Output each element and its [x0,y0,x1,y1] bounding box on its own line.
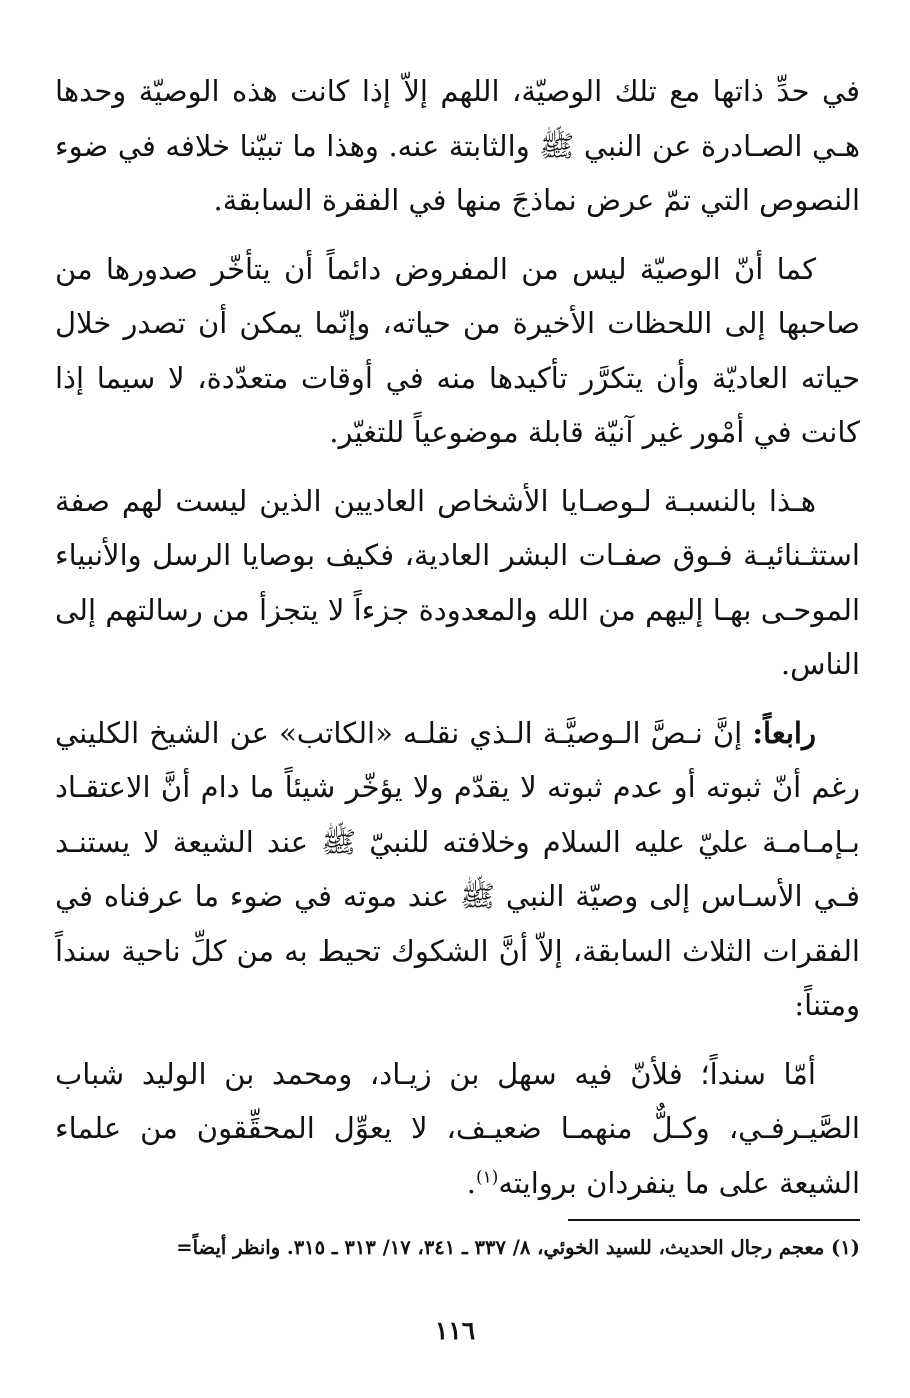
section-lead-fourth: رابعاً: [752,715,816,750]
paragraph-4 [55,706,860,1033]
paragraph-3: هـذا بالنسبـة لـوصـايا الأشخاص العاديين الذين ليست لهم صفة استثـنائيـة فـوق صفـات البشر العادية، فكيف بوصايا الرسل والأنبياء الموحـى بهـا إليهم من الله والمعدودة جزءاً لا يتجزأ من رسالتهم إلى الناس. [55,483,860,681]
paragraph-2: كما أنّ الوصيّة ليس من المفروض دائماً أن يتأخّر صدورها من صاحبها إلى اللحظات الأخيرة من حياته، وإنّما يمكن أن تصدر خلال حياته العاديّة وأن يتكرَّر تأكيدها منه في أوقات متعدّدة، لا سيما إذا كانت في أمْور غير آنيّة قابلة موضوعياً للتغيّر. [55,251,860,449]
paragraph-5-end: . [466,1165,476,1200]
paragraph-5 [55,1047,860,1211]
paragraph-5-text: أمّا سنداً؛ فلأنّ فيه سهل بن زيـاد، ومحمد بن الوليد شباب الصَّيـرفـي، وكـلٌّ منهمـا ضعيـف، لا يعوِّل المحقِّقون من علماء الشيعة على ما ينفردان بروايته [55,1056,860,1200]
page-body [55,64,860,1224]
footnote-divider [568,1219,860,1221]
footnote: (١) معجم رجال الحديث، للسيد الخوئي، ٨/ ٣٣٧ ـ ٣٤١، ١٧/ ٣١٣ ـ ٣١٥. وانظر أيضاً= [176,1236,860,1259]
paragraph-4-text: إنَّ نـصَّ الـوصيَّـة الـذي نقلـه «الكاتب» عن الشيخ الكليني رغم أنّ ثبوته أو عدم ثبوته لا يقدّم ولا يؤخّر شيئاً ما دام أنَّ الاعتقـاد بـإمـامـة عليّ عليه السلام وخلافته للنبيّ ﷺ عند الشيعة لا يستنـد فـي الأسـاس إلى وصيّة النبي ﷺ عند موته في ضوء ما عرفناه في الفقرات الثلاث السابقة، إلاّ أنَّ الشكوك تحيط به من كلِّ ناحية سنداً ومتناً: [55,715,860,1022]
paragraph-1: في حدِّ ذاتها مع تلك الوصيّة، اللهم إلاّ إذا كانت هذه الوصيّة وحدها هـي الصـادرة عن النبي ﷺ والثابتة عنه. وهذا ما تبيّنا خلافه في ضوء النصوص التي تمّ عرض نماذجَ منها في الفقرة السابقة. [55,74,860,217]
page-number: ١١٦ [434,1316,476,1345]
footnote-reference: (١) [475,1166,499,1187]
